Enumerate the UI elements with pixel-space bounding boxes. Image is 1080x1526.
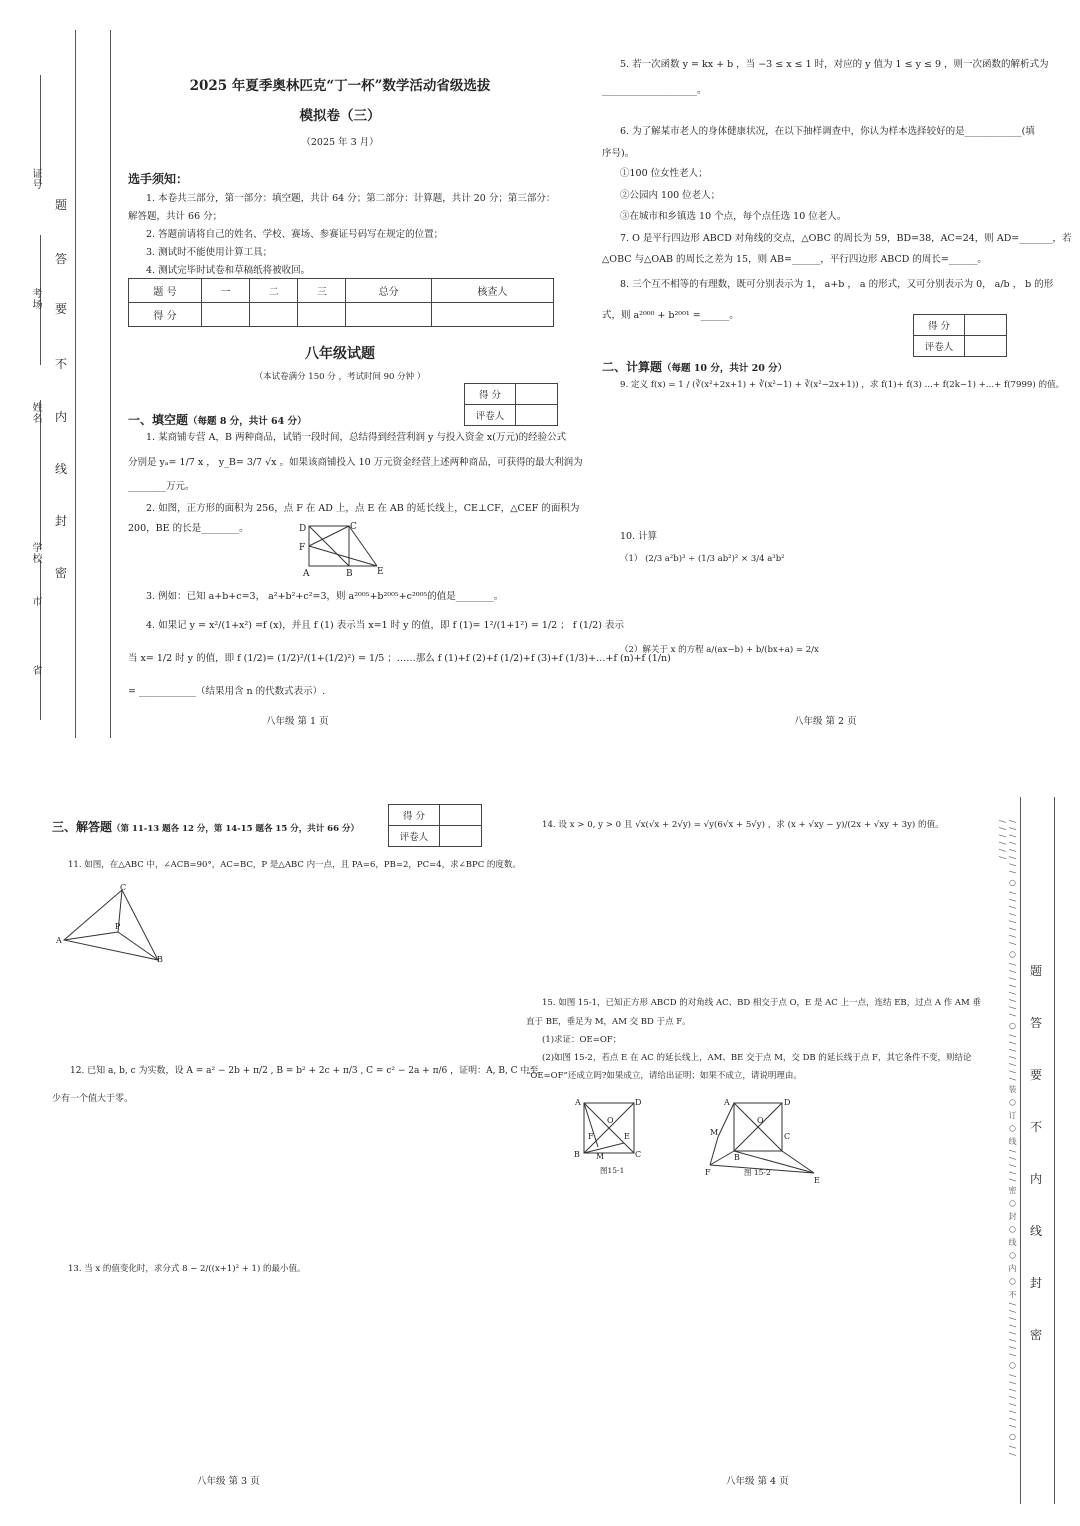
section-2-title: 二、计算题	[602, 360, 663, 374]
grader-table	[388, 804, 482, 847]
grader-table	[913, 314, 1007, 357]
score-cell[interactable]	[250, 303, 298, 327]
fig-label: C	[350, 522, 357, 532]
score-cell[interactable]	[431, 303, 553, 327]
fig-label: M	[596, 1152, 605, 1161]
binding-char: 题	[1030, 964, 1043, 978]
score-cell[interactable]	[202, 303, 250, 327]
notice-line: 2. 答题前请将自己的姓名、学校、赛场、参赛证号码写在规定的位置；	[146, 229, 444, 240]
grader-cell[interactable]	[440, 805, 482, 826]
binding-char: 内	[1030, 1172, 1043, 1186]
q4-line: 4. 如果记 y = x²/(1+x²) =f (x)，并且 f (1) 表示当 x=1 时 y 的值，即 f (1)= 1²/(1+1²) = 1/2 ； f (1/2) 表示	[146, 620, 624, 631]
fig-label: F	[299, 543, 306, 553]
binding-char: 题	[55, 198, 68, 212]
q2-line: 2. 如图，正方形的面积为 256，点 F 在 AD 上，点 E 在 AB 的延长线上，CE⊥CF，△CEF 的面积为	[146, 503, 580, 514]
q6-option: ①100 位女性老人；	[620, 168, 708, 179]
fig-label: F	[588, 1132, 594, 1141]
field-label-city: 市	[30, 596, 41, 607]
binding-line-inner	[110, 30, 111, 738]
exam-subtitle: 模拟卷（三）	[299, 108, 381, 124]
fig-15-2-caption: 图 15-2	[744, 1168, 771, 1177]
fig-label: P	[115, 922, 121, 931]
section-1-note: （每题 8 分，共计 64 分）	[188, 416, 307, 427]
grader-cell[interactable]	[440, 826, 482, 847]
q15-line: (2)如图 15-2，若点 E 在 AC 的延长线上，AM、BE 交于点 M，交 DB 的延长线于点 F，其它条件不变，则结论	[542, 1053, 972, 1063]
q7-line: △OBC 与△OAB 的周长之差为 15，则 AB=______，平行四边形 ABCD 的周长=______。	[602, 254, 987, 265]
fig-label: A	[575, 1098, 581, 1107]
q12-line: 少有一个值大于零。	[52, 1094, 134, 1104]
fig-label: O	[757, 1116, 764, 1125]
score-header: 二	[250, 279, 298, 303]
section-3-heading	[52, 818, 359, 835]
binding-char: 内	[55, 410, 68, 424]
page-3	[50, 790, 539, 1520]
q15-line: 15. 如图 15-1，已知正方形 ABCD 的对角线 AC、BD 相交于点 O，E 是 AC 上一点，连结 EB，过点 A 作 AM 垂	[542, 998, 981, 1008]
page-footer: 八年级 第 3 页	[197, 1476, 260, 1487]
page-footer: 八年级 第 1 页	[266, 716, 329, 727]
page-4	[524, 790, 984, 1520]
q5-line: 5. 若一次函数 y = kx + b ，当 −3 ≤ x ≤ 1 时，对应的 y 值为 1 ≤ y ≤ 9 ，则一次函数的解析式为	[620, 59, 1049, 70]
q2-figure	[295, 518, 395, 580]
field-line-4	[40, 560, 41, 720]
grader-cell[interactable]	[965, 336, 1007, 357]
grader-label: 评卷人	[389, 826, 440, 847]
page-2	[598, 0, 1072, 740]
binding-char: 不	[55, 357, 68, 371]
section-3-note: （第 11-13 题各 12 分，第 14-15 题各 15 分，共计 66 分）	[112, 824, 359, 834]
grader-label: 得 分	[914, 315, 965, 336]
fig-label: C	[120, 883, 127, 892]
fig-label: E	[377, 567, 384, 577]
score-cell[interactable]	[346, 303, 431, 327]
q15-line: (1)求证：OE=OF；	[542, 1035, 622, 1045]
q6-line: 序号)。	[602, 148, 635, 159]
fig-label: E	[814, 1176, 820, 1185]
grader-cell[interactable]	[516, 405, 558, 426]
notice-line: 3. 测试时不能使用计算工具；	[146, 247, 273, 258]
binding-line-outer	[75, 30, 76, 738]
section-3-title: 三、解答题	[52, 820, 113, 834]
grader-label: 得 分	[465, 384, 516, 405]
page-footer: 八年级 第 4 页	[726, 1476, 789, 1487]
grader-label: 评卷人	[914, 336, 965, 357]
q7-line: 7. O 是平行四边形 ABCD 对角线的交点，△OBC 的周长为 59，BD=38，AC=24，则 AD=_______，若	[620, 233, 1072, 244]
binding-char: 封	[1030, 1276, 1043, 1290]
q11-figure	[54, 882, 166, 964]
score-header: 一	[202, 279, 250, 303]
fig-label: D	[635, 1098, 642, 1107]
score-table	[128, 278, 554, 327]
binding-char: 答	[55, 252, 68, 266]
notice-title: 选手须知：	[128, 172, 189, 186]
q10-part-2: （2）解关于 x 的方程 a/(ax−b) + b/(bx+a) = 2/x	[620, 645, 819, 655]
field-label-school: 学校	[30, 542, 41, 564]
binding-char: 线	[55, 462, 68, 476]
grader-label: 得 分	[389, 805, 440, 826]
score-header: 总分	[346, 279, 431, 303]
notice-line: 1. 本卷共三部分，第一部分：填空题，共计 64 分；第二部分：计算题，共计 20 分；第三部分：	[146, 193, 556, 204]
binding-char: 封	[55, 514, 68, 528]
fig-label: C	[784, 1132, 791, 1141]
fig-label: O	[607, 1116, 614, 1125]
score-row-label: 得 分	[129, 303, 202, 327]
binding-line-right-outer	[1054, 797, 1055, 1504]
binding-dots: / / / / / / / / ○ / / / / / / / / ○ / / / / / / / / ○ / / / / / / / 装 ○ 订 ○ 线 / / / / / 密 ○ 封 ○ 线 ○ 内 ○ 不 / / / / / / / / ○ / / / / / / / / ○ / / / / / / / /	[998, 820, 1017, 1457]
q14-line: 14. 设 x > 0, y > 0 且 √x(√x + 2√y) = √y(6√x + 5√y) ，求 (x + √xy − y)/(2x + √xy + 3y) 的值。	[542, 820, 944, 830]
fig-label: C	[635, 1150, 642, 1159]
q8-line: 8. 三个互不相等的有理数，既可分别表示为 1， a+b ， a 的形式，又可分别表示为 0， a/b ， b 的形	[620, 279, 1054, 290]
q2-line: 200，BE 的长是________。	[128, 523, 249, 534]
section-2-note: （每题 10 分，共计 20 分）	[662, 363, 788, 374]
grader-label: 评卷人	[465, 405, 516, 426]
field-label-id: 证号	[30, 168, 41, 190]
score-cell[interactable]	[298, 303, 346, 327]
q1-line: ________万元。	[128, 481, 195, 492]
field-label-room: 考场	[30, 288, 41, 310]
q13-line: 13. 当 x 的值变化时，求分式 8 − 2/((x+1)² + 1) 的最小值。	[68, 1264, 306, 1274]
binding-char: 答	[1030, 1016, 1043, 1030]
score-header: 核查人	[431, 279, 553, 303]
grader-table	[464, 383, 558, 426]
field-label-name: 姓名	[30, 402, 41, 424]
exam-info: （本试卷满分 150 分 ，考试时间 90 分钟 ）	[254, 372, 426, 382]
q6-line: 6. 为了解某市老人的身体健康状况，在以下抽样调查中，你认为样本选择较好的是____________(填	[620, 126, 1035, 137]
binding-char: 要	[55, 302, 68, 316]
q11-line: 11. 如图，在△ABC 中，∠ACB=90°，AC=BC，P 是△ABC 内一点，且 PA=6，PB=2，PC=4，求∠BPC 的度数。	[68, 860, 521, 870]
q6-option: ②公园内 100 位老人；	[620, 190, 721, 201]
q1-line: 1. 某商铺专营 A，B 两种商品，试销一段时间，总结得到经营利润 y 与投入资金 x(万元)的经验公式	[146, 432, 567, 443]
binding-char: 线	[1030, 1224, 1043, 1238]
field-label-province: 省	[30, 665, 41, 676]
fig-label: B	[734, 1153, 740, 1162]
binding-char: 要	[1030, 1068, 1043, 1082]
q3-line: 3. 例如：已知 a+b+c=3， a²+b²+c²=3，则 a²⁰⁰⁵+b²⁰⁰⁵+c²⁰⁰⁵的值是________。	[146, 591, 504, 602]
fig-label: B	[346, 569, 353, 579]
fig-label: A	[724, 1098, 730, 1107]
binding-char: 不	[1030, 1120, 1043, 1134]
binding-line-right	[1020, 797, 1021, 1504]
notice-line: 解答题，共计 66 分；	[128, 211, 223, 222]
q4-line: 当 x= 1/2 时 y 的值，即 f (1/2)= (1/2)²/(1+(1/2)²) = 1/5 ；……那么 f (1)+f (2)+f (1/2)+f (3)+f (1/3)+…+f (n)+f (1/n)	[128, 653, 671, 664]
section-1-heading	[128, 411, 307, 428]
binding-char: 密	[1030, 1328, 1043, 1342]
fig-label: E	[624, 1132, 630, 1141]
score-header: 三	[298, 279, 346, 303]
fig-label: D	[784, 1098, 791, 1107]
q4-line: = ____________（结果用含 n 的代数式表示）.	[128, 686, 326, 697]
binding-char: 密	[55, 566, 68, 580]
page-footer: 八年级 第 2 页	[794, 716, 857, 727]
grade-title: 八年级试题	[305, 346, 375, 362]
fig-label: A	[56, 936, 62, 945]
q6-option: ③在城市和乡镇选 10 个点，每个点任选 10 位老人。	[620, 211, 847, 222]
section-1-title: 一、填空题	[128, 413, 189, 427]
q15-line: 直于 BE，垂足为 M，AM 交 BD 于点 F。	[526, 1017, 691, 1027]
grader-cell[interactable]	[516, 384, 558, 405]
fig-15-2	[702, 1095, 827, 1190]
q5-line: ____________________。	[602, 85, 707, 96]
fig-label: D	[299, 524, 307, 534]
q9-line: 9. 定义 f(x) = 1 / (∛(x²+2x+1) + ∛(x²−1) + ∛(x²−2x+1)) ，求 f(1)+ f(3) ...+ f(2k−1) +...+ f(7999) 的值。	[620, 380, 1065, 390]
grader-cell[interactable]	[965, 315, 1007, 336]
exam-date: （2025 年 3 月）	[301, 137, 379, 148]
q12-line: 12. 已知 a, b, c 为实数，设 A = a² − 2b + π/2 , B = b² + 2c + π/3 , C = c² − 2a + π/6 ，证明：A, B, C 中至	[70, 1066, 539, 1076]
section-2-heading	[602, 358, 787, 375]
q8-line: 式，则 a²⁰⁰⁰ + b²⁰⁰¹ =______。	[602, 310, 739, 321]
notice-line: 4. 测试完毕时试卷和草稿纸将被收回。	[146, 265, 311, 276]
exam-title: 2025 年夏季奥林匹克“丁一杯”数学活动省级选拔	[189, 78, 491, 94]
score-header: 题 号	[129, 279, 202, 303]
q1-line: 分别是 yₐ= 1/7 x ， y_B= 3/7 √x 。如果该商铺投入 10 万元资金经营上述两种商品，可获得的最大利润为	[128, 457, 583, 468]
fig-label: B	[157, 955, 163, 964]
fig-label: M	[710, 1128, 719, 1137]
q15-line: “OE=OF”还成立吗?如果成立，请给出证明；如果不成立，请说明理由。	[526, 1071, 802, 1081]
fig-15-1	[570, 1095, 650, 1177]
fig-label: A	[303, 569, 310, 579]
q10-part-1: （1） (2/3 a²b)³ ÷ (1/3 ab²)² × 3/4 a³b²	[620, 554, 785, 564]
fig-label: B	[574, 1150, 580, 1159]
q10-line: 10. 计算	[620, 531, 658, 542]
fig-label: F	[705, 1168, 711, 1177]
fig-15-1-caption: 图15-1	[600, 1166, 625, 1175]
